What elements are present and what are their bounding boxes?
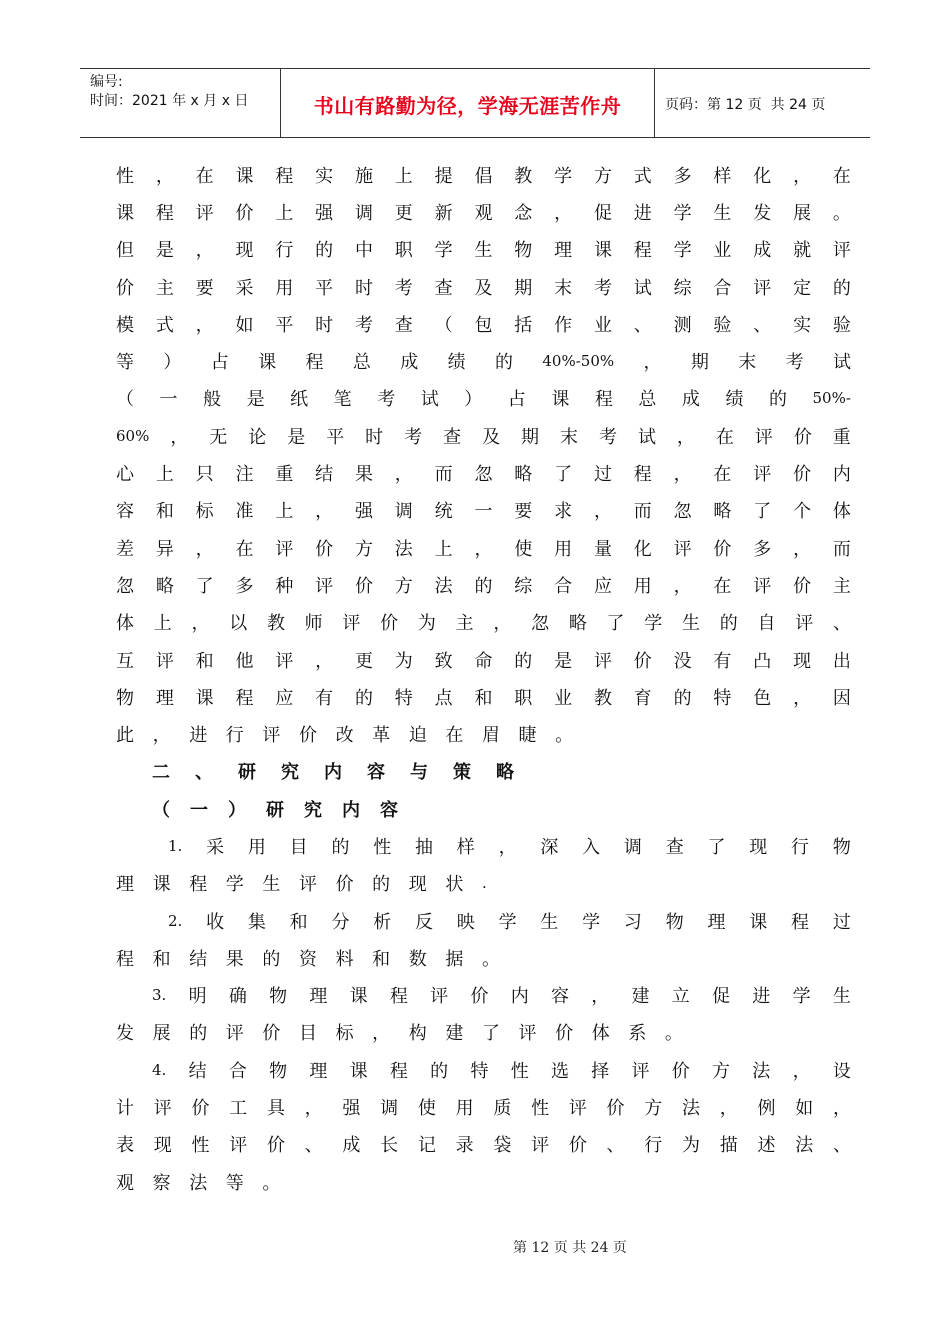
list-item-4-line-1: 4. 结 合 物 理 课 程 的 特 性 选 择 评 价 方 法 ， 设 [152,1060,851,1082]
header-meta [80,69,281,137]
header-motto: 书山有路勤为径，学海无涯苦作舟 [281,69,655,137]
body-line: 课 程 评 价 上 强 调 更 新 观 念 ， 促 进 学 生 发 展 。 [116,202,851,224]
body-line: 性 ， 在 课 程 实 施 上 提 倡 教 学 方 式 多 样 化 ， 在 [116,165,851,187]
list-item-1-line-1: 1. 采 用 目 的 性 抽 样 ， 深 入 调 查 了 现 行 物 [168,836,851,858]
list-item-2-line-2: 程 和 结 果 的 资 料 和 数 据 。 [116,948,500,970]
page-footer: 第 12 页 共 24 页 [513,1240,627,1256]
body-line: 容 和 标 准 上 ， 强 调 统 一 要 求 ， 而 忽 略 了 个 体 [116,501,851,523]
list-item-2-line-1: 2. 收 集 和 分 析 反 映 学 生 学 习 物 理 课 程 过 [168,911,851,933]
body-line: 但 是 ， 现 行 的 中 职 学 生 物 理 课 程 学 业 成 就 评 [116,240,851,262]
document-body [116,156,851,1200]
list-item-1-line-2: 理 课 程 学 生 评 价 的 现 状 . [116,874,487,896]
section-heading: 二 、 研 究 内 容 与 策 略 [152,762,514,784]
list-item-3-line-1: 3. 明 确 物 理 课 程 评 价 内 容 ， 建 立 促 进 学 生 [152,986,851,1008]
body-line: 体 上 ， 以 教 师 评 价 为 主 ， 忽 略 了 学 生 的 自 评 、 [116,613,851,635]
body-line: 价 主 要 采 用 平 时 考 查 及 期 末 考 试 综 合 评 定 的 [116,277,851,299]
list-item-4-line-3: 表 现 性 评 价 、 成 长 记 录 袋 评 价 、 行 为 描 述 法 、 [116,1135,851,1157]
body-line: 模 式 ， 如 平 时 考 查 （ 包 括 作 业 、 测 验 、 实 验 [116,314,851,336]
body-line: 等 ） 占 课 程 总 成 绩 的 40%-50% ， 期 末 考 试 [116,352,851,374]
header-page-number [655,69,870,137]
header-page-label: 页码：第 12 页 共 24 页 [665,97,826,113]
body-line: 60% ， 无 论 是 平 时 考 查 及 期 末 考 试 ， 在 评 价 重 [116,426,851,448]
body-line: 忽 略 了 多 种 评 价 方 法 的 综 合 应 用 ， 在 评 价 主 [116,575,851,597]
body-line: 物 理 课 程 应 有 的 特 点 和 职 业 教 育 的 特 色 ， 因 [116,687,851,709]
document-date-label: 时间：2021 年 x 月 x 日 [90,93,249,109]
body-line-end: 此 ， 进 行 评 价 改 革 迫 在 眉 睫 。 [116,725,574,747]
list-item-4-line-4: 观 察 法 等 。 [116,1172,281,1194]
body-line: 心 上 只 注 重 结 果 ， 而 忽 略 了 过 程 ， 在 评 价 内 [116,464,851,486]
body-line: 差 异 ， 在 评 价 方 法 上 ， 使 用 量 化 评 价 多 ， 而 [116,538,851,560]
body-line: （ 一 般 是 纸 笔 考 试 ） 占 课 程 总 成 绩 的 50%- [116,389,851,411]
subsection-heading: （ 一 ） 研 究 内 容 [152,799,398,821]
page-header [80,68,870,138]
document-number-label: 编号: [90,74,123,90]
list-item-3-line-2: 发 展 的 评 价 目 标 ， 构 建 了 评 价 体 系 。 [116,1023,683,1045]
body-line: 互 评 和 他 评 ， 更 为 致 命 的 是 评 价 没 有 凸 现 出 [116,650,851,672]
list-item-4-line-2: 计 评 价 工 具 ， 强 调 使 用 质 性 评 价 方 法 ， 例 如 ， [116,1098,851,1120]
